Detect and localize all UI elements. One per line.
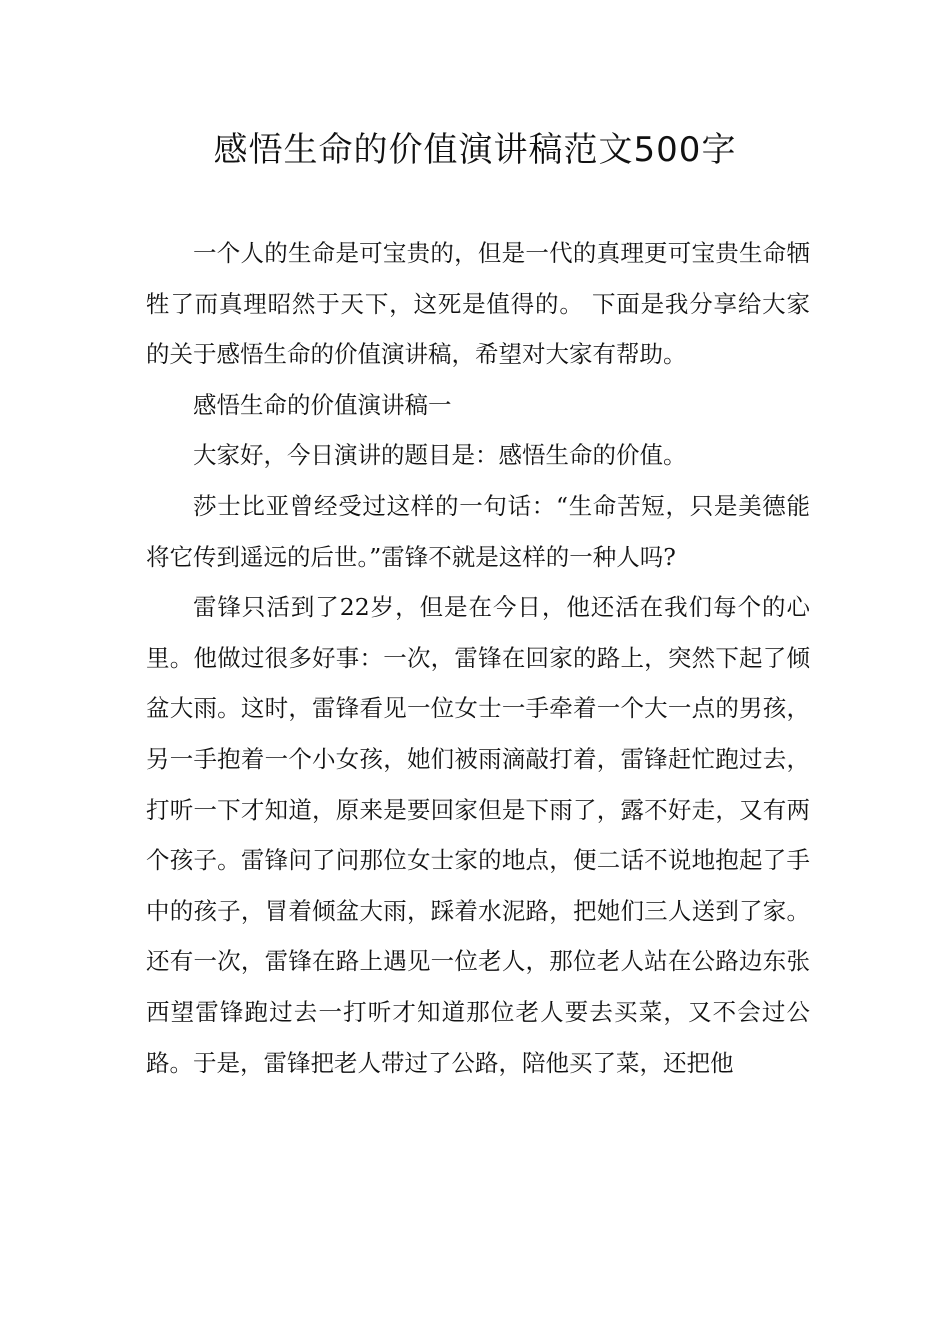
paragraph-greeting: 大家好，今日演讲的题目是：感悟生命的价值。 (193, 441, 687, 470)
paragraph-leifeng-story: 雷锋只活到了22岁，但是在今日，他还活在我们每个的心里。他做过很多好事：一次，雷锋在回家的路上，突然下起了倾盆大雨。这时，雷锋看见一位女士一手牵着一个大一点的男孩，另一手抱着一个小女孩，她们被雨滴敲打着，雷锋赶忙跑过去，打听一下才知道，原来是要回家但是下雨了，露不好走，又有两个孩子。雷锋问了问那位女士家的地点，便二话不说地抱起了手中的孩子，冒着倾盆大雨，踩着水泥路，把她们三人送到了家。还有一次，雷锋在路上遇见一位老人，那位老人站在公路边东张西望雷锋跑过去一打听才知道那位老人要去买菜，又不会过公路。于是，雷锋把老人带过了公路，陪他买了菜，还把他 (146, 593, 810, 1077)
paragraph-section-heading: 感悟生命的价值演讲稿一 (193, 390, 452, 419)
document-title: 感悟生命的价值演讲稿范文500字 (213, 130, 737, 170)
paragraph-intro: 一个人的生命是可宝贵的，但是一代的真理更可宝贵生命牺牲了而真理昭然于天下，这死是值得的。 下面是我分享给大家的关于感悟生命的价值演讲稿，希望对大家有帮助。 (146, 239, 810, 369)
document-body (146, 228, 810, 1088)
paragraph-shakespeare-quote: 莎士比亚曾经受过这样的一句话：“生命苦短，只是美德能将它传到遥远的后世。”雷锋不就是这样的一种人吗? (146, 491, 810, 571)
